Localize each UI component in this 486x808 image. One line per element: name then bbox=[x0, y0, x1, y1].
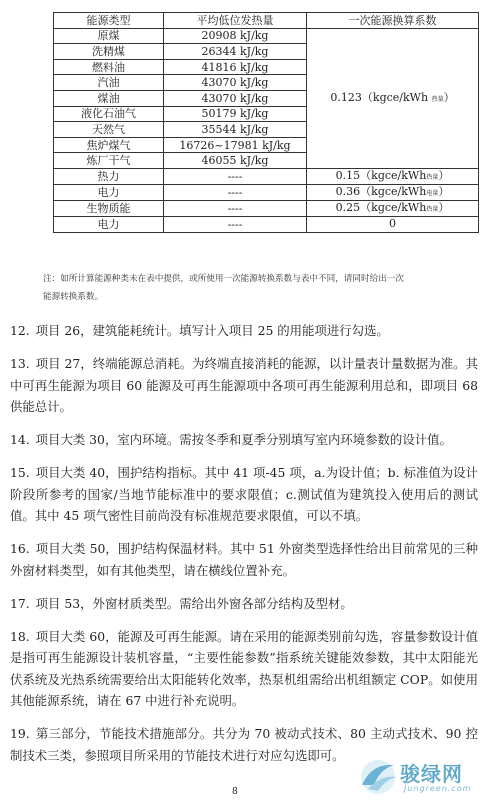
item-number: 12. bbox=[10, 323, 30, 338]
instruction-item bbox=[10, 320, 478, 342]
heat-value-cell: 26344 kJ/kg bbox=[164, 44, 307, 60]
instruction-item bbox=[10, 353, 478, 418]
coef-sub-text: 电量 bbox=[426, 189, 439, 197]
heat-value-cell: 20908 kJ/kg bbox=[164, 28, 307, 44]
header-heat-value: 平均低位发热量 bbox=[164, 13, 307, 29]
table-row bbox=[54, 28, 479, 44]
heat-value-cell: ---- bbox=[164, 168, 307, 184]
heat-value-cell: 46055 kJ/kg bbox=[164, 153, 307, 169]
logo-subtext: Jungreen.com bbox=[404, 784, 472, 793]
energy-type-cell: 煤油 bbox=[54, 90, 164, 106]
coef-sub-text: 热量 bbox=[426, 173, 439, 181]
coef-sub-text: 热量 bbox=[431, 95, 444, 103]
header-energy-type: 能源类型 bbox=[54, 13, 164, 29]
item-number: 17. bbox=[10, 595, 30, 611]
heat-value-cell: 35544 kJ/kg bbox=[164, 122, 307, 138]
conversion-coef-cell bbox=[307, 216, 479, 232]
coef-main-text: 0.123（kgce/kWh bbox=[330, 90, 429, 104]
energy-type-cell: 液化石油气 bbox=[54, 106, 164, 122]
footnote-line2: 能源转换系数。 bbox=[43, 292, 104, 302]
instruction-list bbox=[10, 320, 478, 778]
table-footnote bbox=[43, 270, 463, 306]
energy-type-cell: 天然气 bbox=[54, 122, 164, 138]
footnote-line1: 注：如所计算能源种类未在表中提供，或所使用一次能源转换系数与表中不同，请同时给出一次 bbox=[43, 274, 404, 284]
energy-conversion-table bbox=[53, 12, 478, 233]
energy-type-cell: 原煤 bbox=[54, 28, 164, 44]
item-number: 16. bbox=[10, 541, 30, 556]
coef-tail-text: ） bbox=[438, 168, 450, 182]
energy-type-cell: 炼厂干气 bbox=[54, 153, 164, 169]
energy-type-cell: 焦炉煤气 bbox=[54, 137, 164, 153]
item-text: 项目大类 50，围护结构保温材料。其中 51 外窗类型选择性给出目前常见的三种外窗材料类型，如有其他类型，请在横线位置补充。 bbox=[10, 541, 478, 578]
table-row bbox=[54, 168, 479, 184]
conversion-coef-cell bbox=[307, 200, 479, 216]
heat-value-cell: ---- bbox=[164, 216, 307, 232]
page-number: 8 bbox=[232, 787, 238, 797]
item-number: 19. bbox=[10, 726, 30, 741]
header-conversion-coef: 一次能源换算系数 bbox=[307, 13, 479, 29]
instruction-item bbox=[10, 626, 478, 712]
instruction-item bbox=[10, 429, 478, 451]
energy-type-cell: 洗精煤 bbox=[54, 44, 164, 60]
item-text: 第三部分，节能技术措施部分。共分为 70 被动式技术、80 主动式技术、90 控制技术三类，参照项目所采用的节能技术进行对应勾选即可。 bbox=[10, 726, 478, 763]
logo-text: 骏绿网 bbox=[400, 762, 463, 786]
item-text: 项目 27，终端能源总消耗。为终端直接消耗的能源，以计量表计量数据为准。其中可再生能源为项目 60 能源及可再生能源项中各项可再生能源利用总和，即项目 68 供能总计。 bbox=[10, 356, 478, 414]
energy-type-cell: 热力 bbox=[54, 168, 164, 184]
energy-type-cell: 电力 bbox=[54, 184, 164, 200]
item-text: 项目大类 60，能源及可再生能源。请在采用的能源类别前勾选，容量参数设计值是指可再生能源设计装机容量，“主要性能参数”指系统关键能效参数，其中太阳能光伏系统及光热系统需要给出太阳能转化效率，热泵机组需给出机组额定 COP。如使用其他能源系统，请在 67 中进行补充说明。 bbox=[10, 628, 478, 708]
heat-value-cell: 16726~17981 kJ/kg bbox=[164, 137, 307, 153]
item-text: 项目 26，建筑能耗统计。填写计入项目 25 的用能项进行勾选。 bbox=[35, 323, 389, 338]
coef-main-text: 0 bbox=[389, 216, 396, 230]
table-row bbox=[54, 200, 479, 216]
coef-main-text: 0.15（kgce/kWh bbox=[335, 168, 427, 182]
conversion-coef-cell bbox=[307, 168, 479, 184]
table-row bbox=[54, 184, 479, 200]
coef-tail-text: ） bbox=[438, 184, 450, 198]
energy-type-cell: 汽油 bbox=[54, 75, 164, 91]
merged-conversion-coef-cell: 0.123（kgce/kWh 热量） bbox=[307, 28, 479, 168]
instruction-item bbox=[10, 462, 478, 527]
item-number: 14. bbox=[10, 432, 30, 447]
heat-value-cell: ---- bbox=[164, 200, 307, 216]
instruction-item bbox=[10, 593, 478, 615]
item-number: 15. bbox=[10, 465, 30, 480]
heat-value-cell: 50179 kJ/kg bbox=[164, 106, 307, 122]
table-header-row bbox=[54, 13, 479, 29]
heat-value-cell: 41816 kJ/kg bbox=[164, 59, 307, 75]
instruction-item bbox=[10, 538, 478, 581]
item-text: 项目 53，外窗材质类型。需给出外窗各部分结构及型材。 bbox=[35, 595, 353, 611]
conversion-coef-cell bbox=[307, 184, 479, 200]
coef-sub-text: 热量 bbox=[426, 205, 439, 213]
energy-table bbox=[53, 12, 479, 233]
heat-value-cell: 43070 kJ/kg bbox=[164, 90, 307, 106]
coef-main-text: 0.36（kgce/kWh bbox=[335, 184, 427, 198]
table-row bbox=[54, 216, 479, 232]
energy-type-cell: 生物质能 bbox=[54, 200, 164, 216]
energy-type-cell: 燃料油 bbox=[54, 59, 164, 75]
item-text: 项目大类 40，围护结构指标。其中 41 项-45 项，a.为设计值；b. 标准值为设计阶段所参考的国家/当地节能标准中的要求限值；c.测试值为建筑投入使用后的测试值。其中 45 项气密性目前尚没有标准规范要求限值，可以不填。 bbox=[10, 465, 478, 523]
energy-type-cell: 电力 bbox=[54, 216, 164, 232]
item-text: 项目大类 30，室内环境。需按冬季和夏季分别填写室内环境参数的设计值。 bbox=[35, 432, 452, 447]
coef-main-text: 0.25（kgce/kWh bbox=[335, 200, 427, 214]
item-number: 13. bbox=[10, 356, 30, 371]
coef-tail-text: ） bbox=[438, 200, 450, 214]
heat-value-cell: 43070 kJ/kg bbox=[164, 75, 307, 91]
item-number: 18. bbox=[10, 628, 30, 644]
heat-value-cell: ---- bbox=[164, 184, 307, 200]
